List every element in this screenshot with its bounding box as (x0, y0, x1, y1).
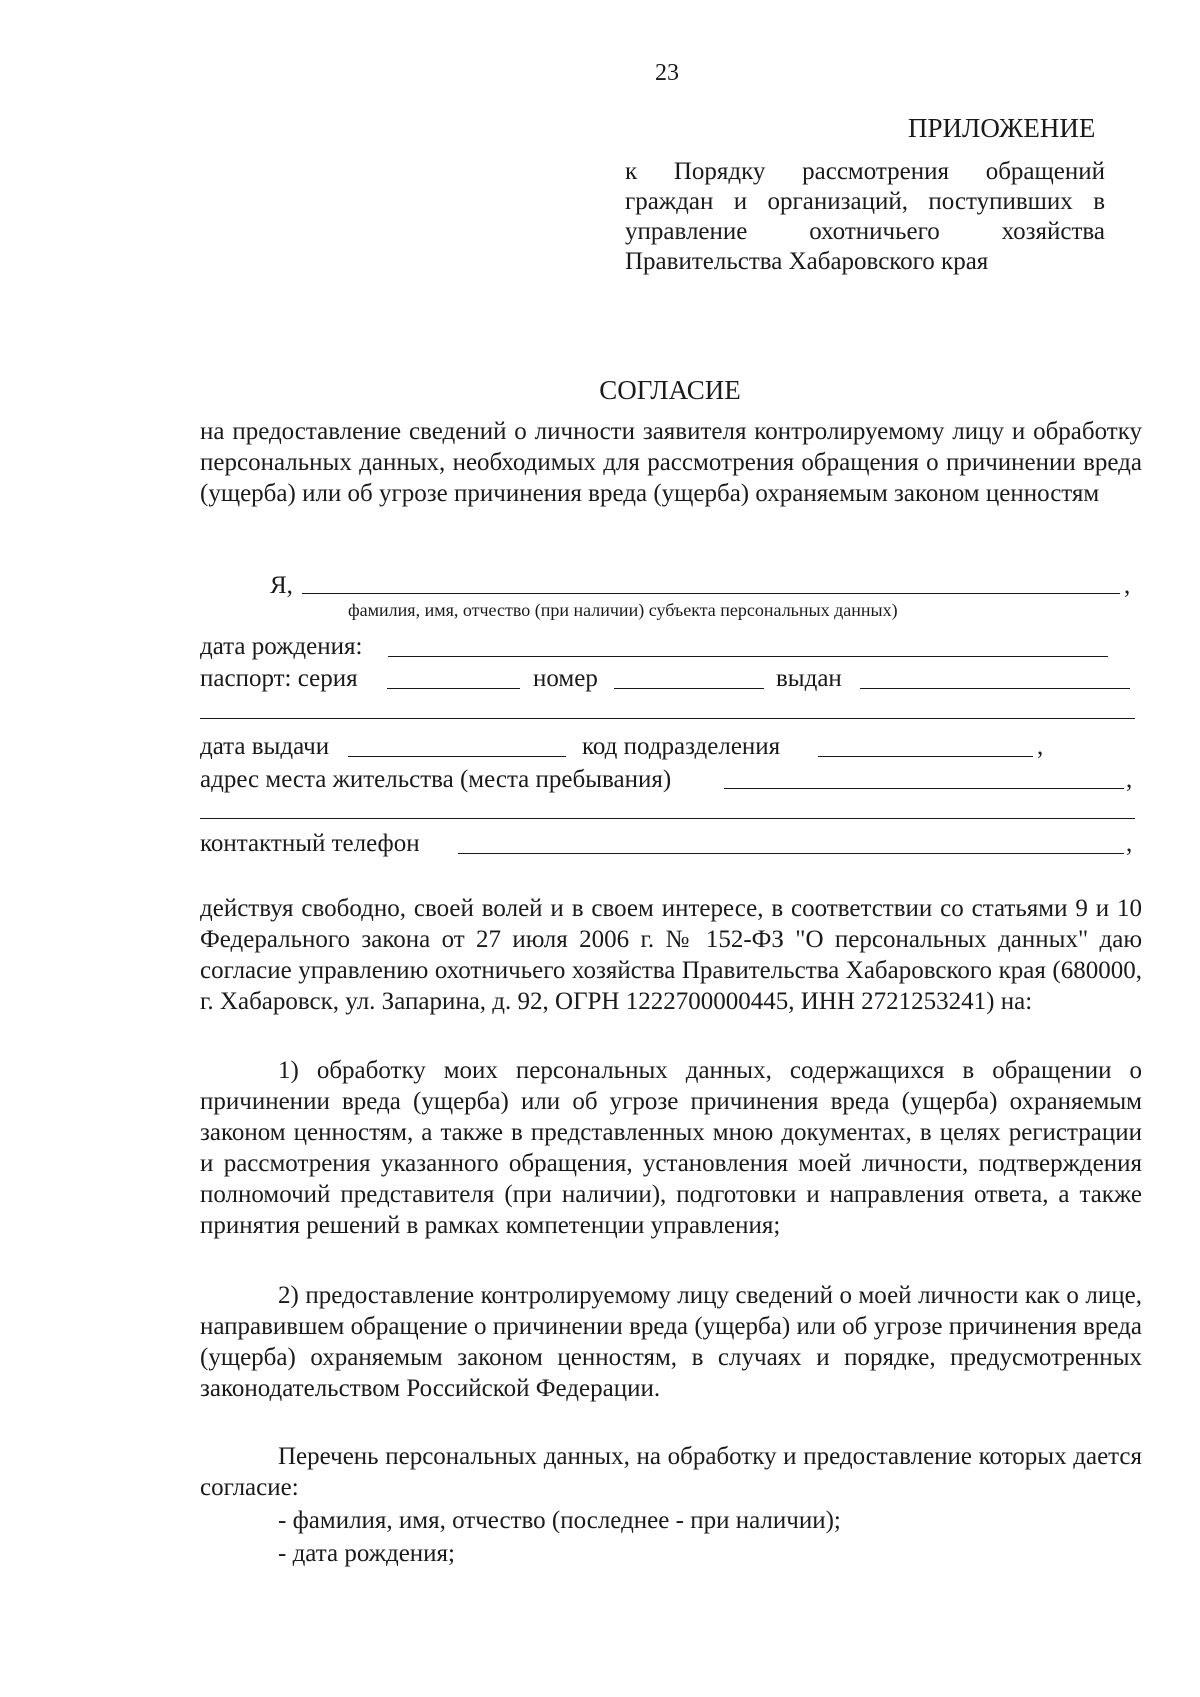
appendix-line-1: к Порядку рассмотрения обращений (625, 158, 1105, 185)
consent-title: СОГЛАСИЕ (599, 375, 741, 405)
passport-label: паспорт: серия (200, 665, 358, 692)
data-list-intro: Перечень персональных данных, на обработку и предоставление которых дается согласие: (200, 1443, 1142, 1501)
address-label: адрес места жительства (места пребывания) (200, 766, 672, 793)
birth-field-line[interactable] (388, 656, 1108, 657)
number-label: номер (533, 665, 598, 692)
issue-date-label: дата выдачи (200, 733, 330, 760)
phone-comma: , (1126, 830, 1133, 857)
i-label: Я, (270, 572, 293, 599)
consent-intro-paragraph: действуя свободно, своей волей и в своем интересе, в соответствии со статьями 9 и 10 Федерального закона от 27 июля 2006 г. № 152-ФЗ "О персональных данных" даю согласие управлению охотничьего хозяйства Правительства Хабаровского края (680000, г. Хабаровск, ул. Запарина, д. 92, ОГРН 1222700000445, ИНН 2721253241) на: (200, 895, 1142, 1015)
consent-subtitle: на предоставление сведений о личности заявителя контролируемому лицу и обработку персональных данных, необходимых для рассмотрения обращения о причинении вреда (ущерба) или об угрозе причинения вреда (ущерба) охраняемым законом ценностям (200, 418, 1142, 507)
name-hint: фамилия, имя, отчество (при наличии) субъекта персональных данных) (348, 600, 898, 620)
issue-date-line[interactable] (348, 756, 566, 757)
issued-by-line[interactable] (860, 688, 1130, 689)
appendix-title: ПРИЛОЖЕНИЕ (908, 113, 1096, 143)
passport-number-line[interactable] (614, 688, 764, 689)
consent-item-2: 2) предоставление контролируемому лицу сведений о моей личности как о лице, направившем обращение о причинении вреда (ущерба) или об угрозе причинения вреда (ущерба) охраняемым законом ценностям, в случаях и порядке, предусмотренных законодательством Российской Федерации. (200, 1282, 1142, 1402)
division-code-line[interactable] (818, 756, 1033, 757)
consent-item-1: 1) обработку моих персональных данных, содержащихся в обращении о причинении вреда (ущерба) или об угрозе причинения вреда (ущерба) охраняемым законом ценностям, а также в представленных мною документах, в целях регистрации и рассмотрения указанного обращения, установления моей личности, подтверждения полномочий представителя (при наличии), подготовки и направления ответа, а также принятия решений в рамках компетенции управления; (200, 1057, 1142, 1239)
division-label: код подразделения (582, 733, 781, 760)
data-list-item-2: - дата рождения; (278, 1540, 455, 1567)
name-field-line[interactable] (302, 593, 1120, 594)
address-line-2[interactable] (200, 818, 1135, 819)
appendix-line-2: граждан и организаций, поступивших в (625, 188, 1105, 215)
name-comma: , (1124, 572, 1131, 599)
issued-label: выдан (776, 665, 842, 692)
division-comma: , (1037, 733, 1044, 760)
birth-label: дата рождения: (200, 633, 363, 660)
phone-line[interactable] (458, 853, 1124, 854)
data-list-item-1: - фамилия, имя, отчество (последнее - при наличии); (278, 1507, 841, 1534)
appendix-line-4: Правительства Хабаровского края (625, 248, 989, 275)
phone-label: контактный телефон (200, 830, 420, 857)
address-line[interactable] (724, 788, 1124, 789)
issued-by-line-2[interactable] (200, 718, 1135, 719)
appendix-line-3: управление охотничьего хозяйства (625, 218, 1105, 245)
passport-series-line[interactable] (387, 688, 520, 689)
page-number: 23 (655, 60, 679, 86)
address-comma: , (1126, 766, 1133, 793)
